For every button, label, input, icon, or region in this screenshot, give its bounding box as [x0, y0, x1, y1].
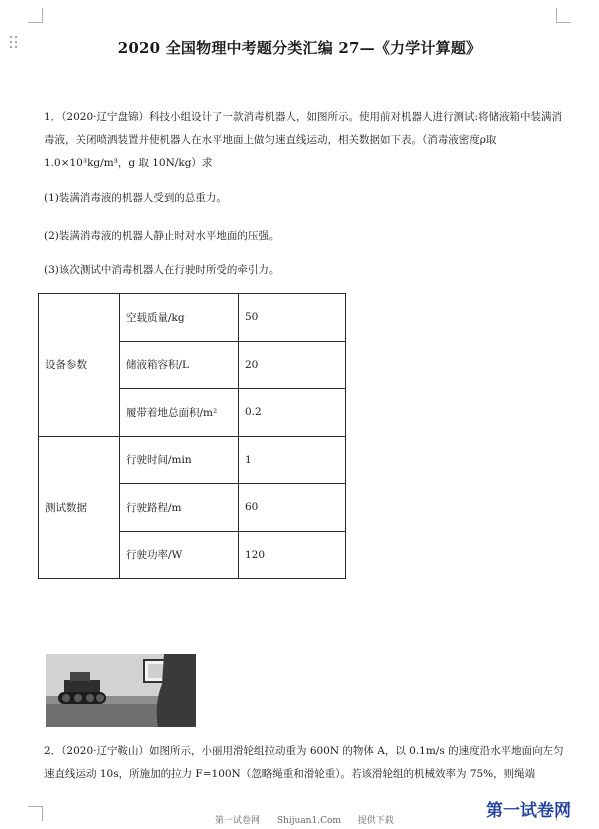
table-cell-value: 20: [239, 341, 346, 389]
page-corner-mark-bottom-left: [28, 806, 43, 821]
table-cell-value: 60: [239, 484, 346, 532]
problem-1-question-1: (1)装满消毒液的机器人受到的总重力。: [44, 192, 227, 204]
footer-site-url[interactable]: Shijuan1.Com: [276, 816, 341, 826]
table-cell-label: 行驶功率/W: [120, 531, 239, 579]
table-cell-label: 履带着地总面积/m²: [120, 389, 239, 437]
robot-photo: [46, 654, 196, 727]
table-cell-value: 120: [239, 531, 346, 579]
table-cell-value: 0.2: [239, 389, 346, 437]
page-footer: [215, 813, 408, 826]
problem-2-text: 2．（2020·辽宁鞍山）如图所示，小丽用滑轮组拉动重为 600N 的物体 A，以 0.1m/s 的速度沿水平地面向左匀速直线运动 10s，所施加的拉力 F=100N（忽略绳重和滑轮重）。若该滑轮组的机械效率为 75%，则绳端: [44, 745, 564, 780]
table-cell-value: 50: [239, 294, 346, 342]
table-cell-label: 储液箱容积/L: [120, 341, 239, 389]
footer-site-name: 第一试卷网: [215, 816, 261, 826]
table-row: [39, 436, 346, 484]
parameter-table: [38, 293, 346, 579]
footer-download-text: 提供下载: [357, 816, 394, 826]
page-corner-mark-top-left: [28, 8, 43, 23]
problem-1-question-2: (2)装满消毒液的机器人静止时对水平地面的压强。: [44, 230, 280, 242]
table-group-test: 测试数据: [39, 436, 120, 579]
table-cell-label: 行驶路程/m: [120, 484, 239, 532]
brand-watermark: 第一试卷网: [486, 801, 571, 821]
table-cell-label: 空载质量/kg: [120, 294, 239, 342]
page-corner-mark-top-right: [556, 8, 571, 23]
table-cell-value: 1: [239, 436, 346, 484]
table-cell-label: 行驶时间/min: [120, 436, 239, 484]
problem-1-question-3: (3)该次测试中消毒机器人在行驶时所受的牵引力。: [44, 264, 280, 276]
table-row: [39, 294, 346, 342]
page-title: 2020 全国物理中考题分类汇编 27—《力学计算题》: [117, 39, 482, 57]
problem-1-text: 1．（2020·辽宁盘锦）科技小组设计了一款消毒机器人，如图所示。使用前对机器人进行测试:将储液箱中装满消毒液，关闭喷洒装置并使机器人在水平地面上做匀速直线运动，相关数据如下表。（消毒液密度ρ取 1.0×10³kg/m³，g 取 10N/kg）求: [44, 111, 563, 169]
table-group-equipment: 设备参数: [39, 294, 120, 437]
robot-photo-illustration: [46, 654, 196, 727]
